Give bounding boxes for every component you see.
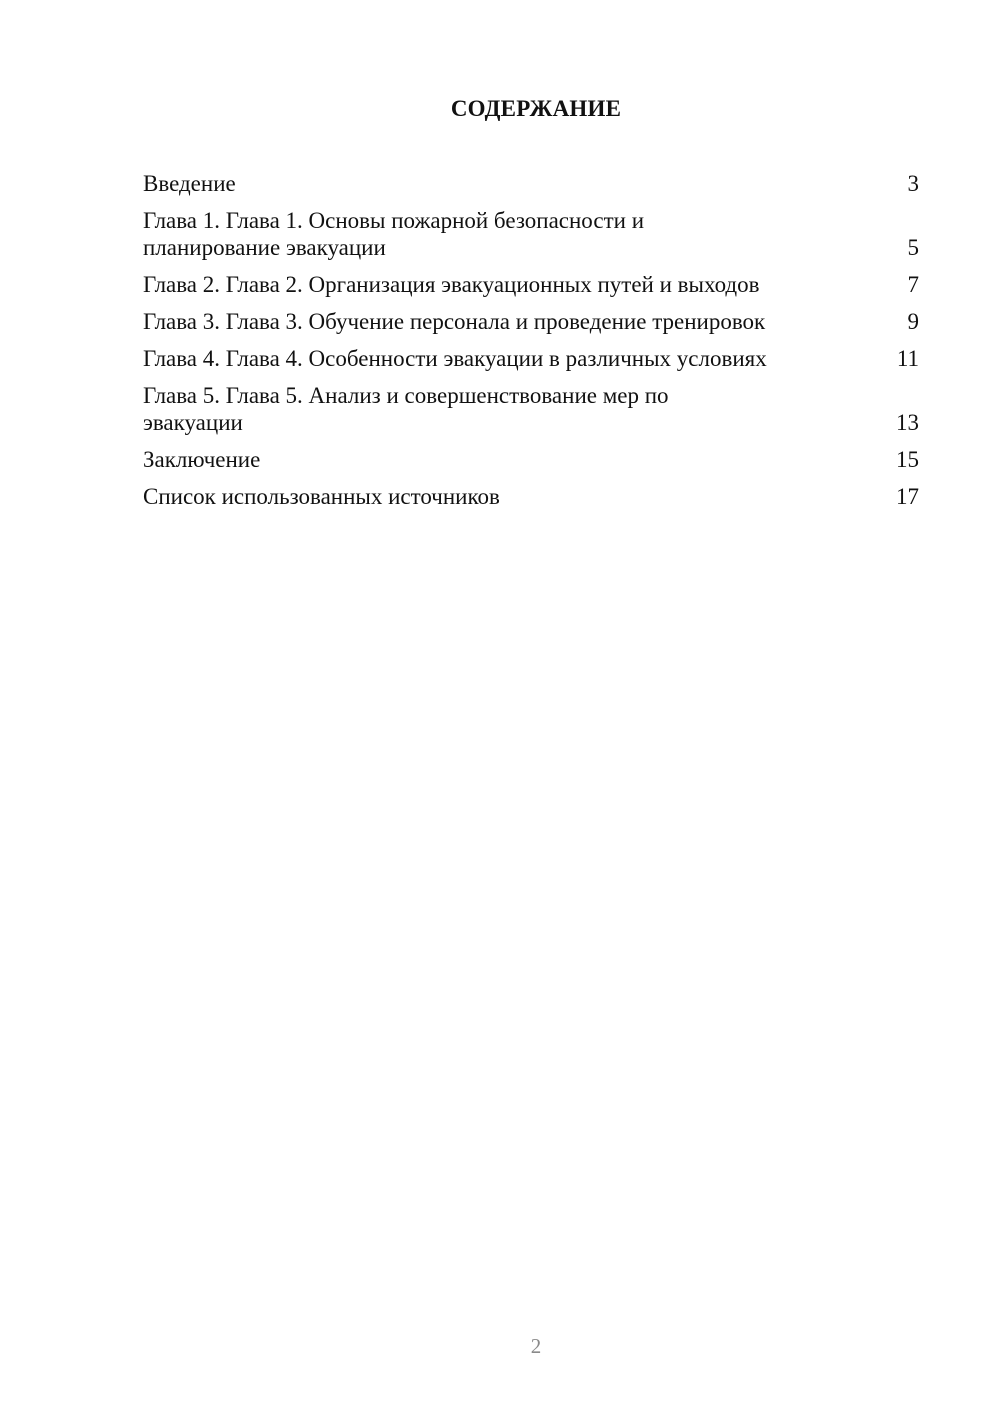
toc-entry-page: 17 xyxy=(896,484,919,509)
toc-entry-page: 11 xyxy=(896,346,919,371)
page-number: 2 xyxy=(530,1334,542,1358)
toc-entry-label: Глава 5. Глава 5. Анализ и совершенствование мер по эвакуации xyxy=(143,383,669,435)
toc-entry-page: 15 xyxy=(896,447,919,472)
toc-entry-chapter-5 xyxy=(143,382,919,436)
toc-entry-page: 13 xyxy=(896,410,919,435)
toc-entry-chapter-4 xyxy=(143,345,919,372)
toc-entry-introduction xyxy=(143,170,919,197)
toc-entry-label: Глава 3. Глава 3. Обучение персонала и проведение тренировок xyxy=(143,309,766,334)
table-of-contents xyxy=(143,170,919,520)
toc-entry-page: 3 xyxy=(907,171,919,196)
page-title: СОДЕРЖАНИЕ xyxy=(450,96,622,121)
toc-entry-chapter-3 xyxy=(143,308,919,335)
toc-entry-references xyxy=(143,483,919,510)
toc-entry-label: Введение xyxy=(143,171,236,196)
toc-entry-label: Глава 1. Глава 1. Основы пожарной безопасности и планирование эвакуации xyxy=(143,208,645,260)
toc-entry-label: Глава 2. Глава 2. Организация эвакуационных путей и выходов xyxy=(143,272,760,297)
toc-entry-page: 9 xyxy=(907,309,919,334)
toc-entry-chapter-1 xyxy=(143,207,919,261)
toc-entry-label: Глава 4. Глава 4. Особенности эвакуации в различных условиях xyxy=(143,346,767,371)
toc-entry-page: 7 xyxy=(907,272,919,297)
toc-entry-chapter-2 xyxy=(143,271,919,298)
toc-entry-conclusion xyxy=(143,446,919,473)
toc-entry-page: 5 xyxy=(907,235,919,260)
toc-entry-label: Заключение xyxy=(143,447,261,472)
toc-entry-label: Список использованных источников xyxy=(143,484,500,509)
